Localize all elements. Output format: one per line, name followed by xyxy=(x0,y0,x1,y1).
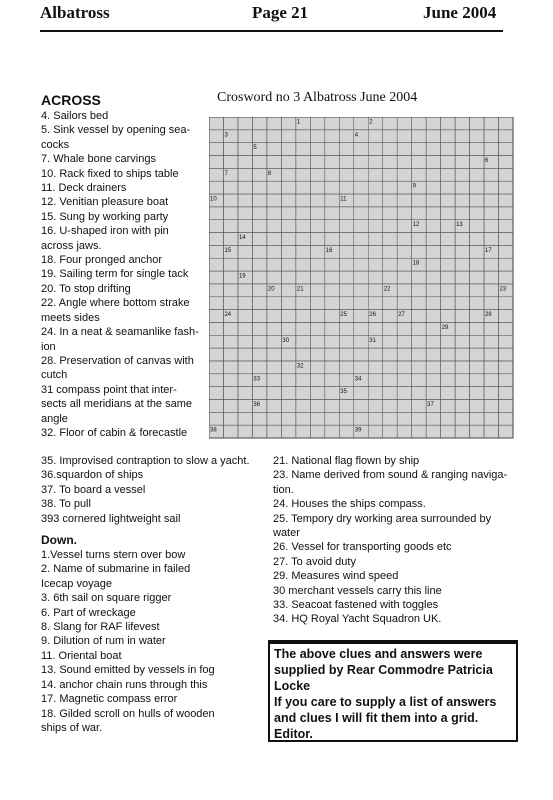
clue-line: 11. Oriental boat xyxy=(41,649,122,662)
clue-line: 18. Gilded scroll on hulls of wooden xyxy=(41,707,215,720)
clue-line: 21. National flag flown by ship xyxy=(273,455,420,467)
clue-line: 3. 6th sail on square rigger xyxy=(41,592,172,605)
clue-line: 2. Name of submarine in failed xyxy=(41,563,191,576)
grid-clue-number: 33 xyxy=(253,376,261,383)
grid-clue-number: 29 xyxy=(441,324,449,331)
clue-line: 38. To pull xyxy=(41,498,91,511)
grid-clue-number: 38 xyxy=(210,427,217,434)
clue-line: 12. Venitian pleasure boat xyxy=(41,196,169,209)
clue-line: 18. Four pronged anchor xyxy=(41,254,163,267)
header-date: June 2004 xyxy=(423,3,497,22)
clue-line: cutch xyxy=(41,369,68,382)
header-rule xyxy=(40,30,503,32)
clue-line: 6. Part of wreckage xyxy=(41,606,136,619)
grid-clue-number: 26 xyxy=(369,312,376,319)
grid-clue-number: 24 xyxy=(224,312,232,319)
grid-clue-number: 4 xyxy=(354,132,359,139)
header-publication: Albatross xyxy=(40,3,110,22)
grid-background xyxy=(209,117,513,438)
down-clue-list-continued xyxy=(273,454,518,627)
clue-line: 7. Whale bone carvings xyxy=(41,153,156,166)
grid-clue-number: 35 xyxy=(340,389,347,396)
grid-clue-number: 2 xyxy=(369,119,373,126)
grid-clue-number: 13 xyxy=(456,222,463,229)
grid-clue-number: 20 xyxy=(267,286,275,293)
down-clue-list xyxy=(41,548,271,735)
crossword-title: Crosword no 3 Albatross June 2004 xyxy=(217,90,418,105)
grid-clue-number: 28 xyxy=(485,312,492,319)
clue-line: 27. To avoid duty xyxy=(273,555,356,568)
grid-clue-number: 12 xyxy=(412,222,420,229)
grid-clue-number: 1 xyxy=(296,119,301,126)
grid-clue-number: 25 xyxy=(340,312,347,319)
clue-line: 13. Sound emitted by vessels in fog xyxy=(41,664,215,677)
lower-right-column xyxy=(273,454,518,627)
grid-clue-number: 6 xyxy=(485,158,489,165)
clue-line: 30 merchant vessels carry this line xyxy=(273,584,442,597)
grid-clue-number: 16 xyxy=(325,247,333,254)
clue-line: across jaws. xyxy=(41,239,102,252)
clue-line: 1.Vessel turns stern over bow xyxy=(41,549,186,562)
clue-line: 393 cornered lightweight sail xyxy=(41,512,181,525)
grid-clue-number: 22 xyxy=(383,286,391,293)
note-request: If you care to supply a list of answers and clues I will fit them into a grid. Editor. xyxy=(274,695,497,741)
clue-line: 24. In a neat & seamanlike fash- xyxy=(41,326,199,339)
grid-clue-number: 10 xyxy=(210,196,217,203)
clue-line: 5. Sink vessel by opening sea- xyxy=(41,124,191,137)
clue-line: 15. Sung by working party xyxy=(41,210,169,223)
grid-clue-number: 39 xyxy=(354,427,362,434)
clue-line: 10. Rack fixed to ships table xyxy=(41,167,179,180)
clue-line: 29. Measures wind speed xyxy=(273,570,399,583)
grid-clue-number: 18 xyxy=(412,260,420,267)
grid-clue-number: 27 xyxy=(398,312,405,319)
clue-line: 20. To stop drifting xyxy=(41,282,131,295)
editor-note-box xyxy=(268,640,518,742)
grid-clue-number: 15 xyxy=(224,247,232,254)
grid-clue-number: 8 xyxy=(267,170,272,177)
clue-line: 31 compass point that inter- xyxy=(41,383,177,396)
clue-line: 17. Magnetic compass error xyxy=(41,693,178,706)
clue-line: 35. Improvised contraption to slow a yacht. xyxy=(41,455,250,467)
clue-line: 37. To board a vessel xyxy=(41,483,146,496)
grid-clue-number: 7 xyxy=(224,170,228,177)
clue-line: 9. Dilution of rum in water xyxy=(41,635,166,648)
down-heading: Down. xyxy=(41,533,77,548)
grid-clue-number: 3 xyxy=(224,132,228,139)
grid-clue-number: 34 xyxy=(354,376,362,383)
clue-line: 25. Tempory dry working area surrounded by xyxy=(273,512,492,525)
clue-line: 16. U-shaped iron with pin xyxy=(41,225,169,238)
clue-line: tion. xyxy=(273,483,294,496)
clue-line: 36.squardon of ships xyxy=(41,469,144,482)
crossword-grid[interactable] xyxy=(209,117,514,439)
clue-line: 32. Floor of cabin & forecastle xyxy=(41,426,188,439)
grid-clue-number: 32 xyxy=(296,363,304,370)
grid-clue-number: 14 xyxy=(238,235,246,242)
clue-line: 23. Name derived from sound & ranging naviga- xyxy=(273,469,508,482)
clue-line: 34. HQ Royal Yacht Squadron UK. xyxy=(273,613,442,626)
clue-line: 33. Seacoat fastened with toggles xyxy=(273,599,439,612)
grid-clue-number: 19 xyxy=(238,273,246,280)
grid-clue-number: 5 xyxy=(253,145,257,152)
clue-line: 26. Vessel for transporting goods etc xyxy=(273,541,452,554)
clue-line: 28. Preservation of canvas with xyxy=(41,354,194,367)
clue-line: ion xyxy=(41,340,56,353)
clue-line: 8. Slang for RAF lifevest xyxy=(41,621,160,634)
header-page-number: Page 21 xyxy=(252,3,309,22)
clue-line: sects all meridians at the same xyxy=(41,398,193,411)
clue-line: 19. Sailing term for single tack xyxy=(41,268,189,281)
lower-left-column xyxy=(41,454,271,735)
clue-line: 22. Angle where bottom strake xyxy=(41,297,190,310)
clue-line: 4. Sailors bed xyxy=(41,110,109,122)
page-header xyxy=(40,3,500,27)
grid-clue-number: 17 xyxy=(485,247,492,254)
grid-clue-number: 9 xyxy=(412,183,417,190)
grid-clue-number: 36 xyxy=(253,401,261,408)
clue-line: cocks xyxy=(41,138,70,151)
clue-line: 11. Deck drainers xyxy=(41,182,127,195)
across-heading: ACROSS xyxy=(41,92,101,108)
clue-line: angle xyxy=(41,412,68,425)
clue-line: meets sides xyxy=(41,311,100,324)
clue-line: water xyxy=(273,527,300,540)
grid-clue-number: 37 xyxy=(427,401,434,408)
clue-line: ships of war. xyxy=(41,721,103,734)
note-credit: The above clues and answers were supplied by Rear Commodre Patricia Locke xyxy=(274,647,493,693)
clue-line: Icecap voyage xyxy=(41,577,112,590)
clue-line: 14. anchor chain runs through this xyxy=(41,678,208,691)
grid-clue-number: 11 xyxy=(340,196,347,203)
grid-clue-number: 21 xyxy=(296,286,304,293)
grid-clue-number: 23 xyxy=(499,286,507,293)
grid-clue-number: 31 xyxy=(369,337,376,344)
grid-clue-number: 30 xyxy=(282,337,290,344)
across-clue-list xyxy=(41,109,211,440)
across-clue-list-continued xyxy=(41,454,271,526)
clue-line: 24. Houses the ships compass. xyxy=(273,498,426,511)
